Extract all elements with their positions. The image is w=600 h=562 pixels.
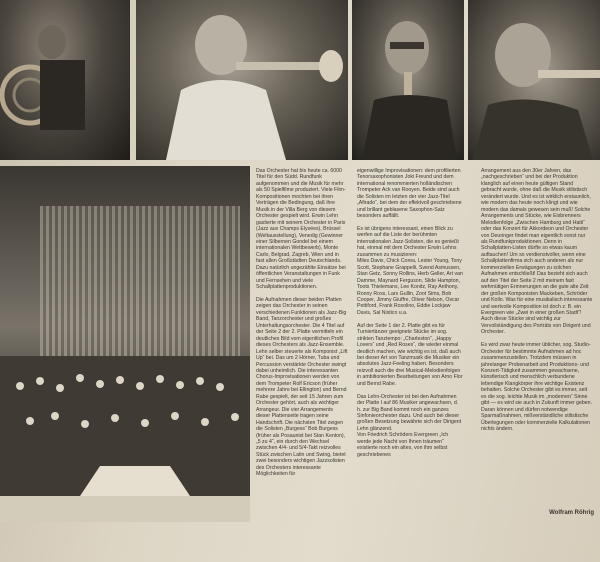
trumpeter-illustration — [136, 0, 348, 160]
column2-paragraph: eigenwillige Improvisationen: dem profilierten Tenorsaxophonisten Joki Freund und dem international renommierten holländischen Trompeter Ack van Rooyen. Beide sind auch die Solisten im letzten der vier Jazz-Titel „Afirado“, bei dem der effektvoll geschriebene und brillant geblasene Saxophon-Satz besonders auffällt. — [357, 168, 462, 220]
horn-illustration — [0, 0, 130, 160]
photo-trumpeter-1 — [136, 0, 348, 160]
photo-trumpeter-2 — [352, 0, 464, 160]
column2-paragraph: Das Lehn-Orchester ist bei den Aufnahmen der Platte I auf 86 Musiker angewachsen, d. h. zur Big Band kommt noch ein ganzes Sinfonieorchester dazu. Und auch bei dieser großen Besetzung bewährte sich der Dirigent Lehn glänzend. Von Friedrich Schröders Evergreen „Ich werde jede Nacht von Ihnen träumen“ existierte noch ein altes, von ihm selbst geschriebenes — [357, 393, 462, 458]
column3-paragraph: Es wird zwar heute immer üblicher, sog. Studio-Orchester für bestimmte Aufnahmen ad hoc zusammenzustellen. Trotzdem müssen in jahrelanger Probenarbeit und Produktions- und Konzert-Tätigkeit zusammen gewachsene, künstlerisch und menschlich verbundene lebendige Klangkörper ihre wichtige Existenz behalten. Solche Orchester gibt es immer, seit es die sog. leichte Musik im „modernen“ Sinne gibt — es wird sie auch in Zukunft immer geben. Daran können und dürfen notwendige Sparmaßnahmen, mißverständliche stilistische Überlegungen oder kommerzielle Kalkulationen nichts ändern. — [481, 342, 593, 433]
stage-floor — [0, 496, 250, 522]
trumpeter-glasses-illustration — [352, 0, 464, 160]
orchestra-illustration — [0, 166, 250, 522]
trumpeter-profile-illustration — [468, 0, 600, 160]
photo-orchestra-stage — [0, 166, 250, 522]
text-column-1 — [256, 168, 348, 484]
column1-paragraph: Die Aufnahmen dieser beiden Platten zeigen das Orchester in seinen verschiedenen Funktionen als Jazz-Big Band, Tanzorchester und großes Unterhaltungsorchester. Die 4 Titel auf der Seite 2 der 2. Platte vermitteln ein deutliches Bild vom eigentlichen Profil dieses Orchesters als Jazz-Ensemble. Lehn selber steuerte als Komponist „Lift Up“ bei. Das um 2 Hörner, Tuba und Percussion verstärkte Orchester swingt dabei unheimlich. Die interessanten Chorus-Improvisationen werden von dem Trompeter Rolf Ericson (früher mehrere Jahre bei Ellington) und Bernd Rabe gespielt, der seit 15 Jahren zum Orchester gehört, auch als wichtiger Arrangeur. Die vier Arrangements dieser Plattenseite tragen seine Handschrift. Die nächsten Titel zeigen die Solisten „Burgess“ Bob Burgess (früher als Posaunist bei Stan Kenton), „5 zu 4“, ein durch den Wechsel zwischen 4/4- und 5/4-Takt reizvolles Stück zwischen Latin und Swing, bietet zwei besonders wichtigen Jazzsolisten des Orchesters interessante Möglichkeiten für — [256, 297, 348, 478]
photo-horn-player — [0, 0, 130, 160]
column2-paragraph: Auf der Seite 1 der 2. Platte gibt es für Turniertänzer geeignete Stücke im sog. strikten Tanztempo: „Charleston“, „Happy Lovers“ und „Red Roses“, die wieder einmal deutlich machen, wie wichtig es ist, daß auch bei dieser Art von Tanzmusik die Musiker ein absolutes Jazz-Feeling haben. Besonders reizvoll auch die drei Musical-Melodienfolgen in ambitionierten Bearbeitungen von Arno Flor und Bernd Rabe. — [357, 322, 463, 387]
text-column-2 — [357, 168, 463, 465]
column3-paragraph: Arrangement aus den 30er Jahren, das „nachgeschrieben“ und bei der Produktion klanglich auf einen heute gültigen Stand gebracht wurde, ohne daß die Musik stilistisch verändert wurde. Und es ist wirklich erstaunlich, wie modern das heute noch klingt und wie modern das damals gewesen sein muß! Solche Arrangements und Stücke, wie Eisbrenners Melodienfolge „Zwischen Hamburg und Haiti“ oder das Konzert für Akkordeon und Orchester von Deuringer findet man eigentlich sonst nur als Rundfunkproduktionen. Denn in Schallplatten-Listen dürfte so etwas kaum auftauchen! Um so verdienstvoller, wenn eine Schallplattenfirma sich auch anderen als nur kommerziellen Erwägungen zu solchen Aufnahmen entschließt! Das bezieht sich auch auf den Titel der Seite 2 mit meinem fast wehmütigen Erinnerungen an die gute alte Zeit der großen Komponisten Mackeben, Schröder und Kollo. Was für eine musikalisch interessante und wertvolle Komposition ist doch z. B. ein Evergreen wie „Zwei in einer großen Stadt“! Auch diese Stücke sind wichtig zur Vervollständigung des Porträts von Dirigent und Orchester. — [481, 168, 593, 336]
column1-paragraph: Das Orchester hat bis heute ca. 6000 Titel für den Südd. Rundfunk aufgenommen und die Musik für mehr als 50 Spielfilme produziert. Viele Film-Kompositionen mochten bei ihren Verträgen die Bedingung, daß ihre Musik in der Villa Berg von diesem Orchester gespielt wird. Erwin Lehn gastierte mit seinem Orchester in Paris (Jazz aux Champs Elysées), Brüssel (Weltausstellung), Venedig (Gewinner einer Silbernen Gondel bei einem internationalen Wettbewerb), Monte Carlo, Belgrad, Zagreb, Wien und in fast allen Großstädten Deutschlands. Dazu natürlich ungezählte Einsätze bei öffentlichen Veranstaltungen in Funk und Fernsehen und viele Schallplattenproduktionen. — [256, 168, 346, 291]
author-credit: Wolfram Röhrig — [549, 510, 594, 516]
text-column-3 — [481, 168, 593, 439]
column2-paragraph: Es ist übrigens interessant, einen Blick zu werfen auf die Liste der berühmten internationalen Jazz-Solisten, die es genießt hat, einmal mit dem Orchester Erwin Lehns zusammen zu musizieren: Miles Davis, Chick Corea, Lester Young, Tony Scott, Stephane Grappelli, Svend Asmussen, Stan Getz, Sonny Rollins, Herb Geller, Art van Damme, Maynard Ferguson, Slide Hampton, Toots Thielemans, Lee Konitz, Ray Anthony, Ronny Ross, Lars Gullin, Zoot Sims, Bob Cooper, Jimmy Giuffre, Oliver Nelson, Oscar Pettiford, Frank Rosolino, Eddie Lockjaw Davis, Sal Nistico u.a. — [357, 226, 463, 316]
photo-trumpeter-3 — [468, 0, 600, 160]
